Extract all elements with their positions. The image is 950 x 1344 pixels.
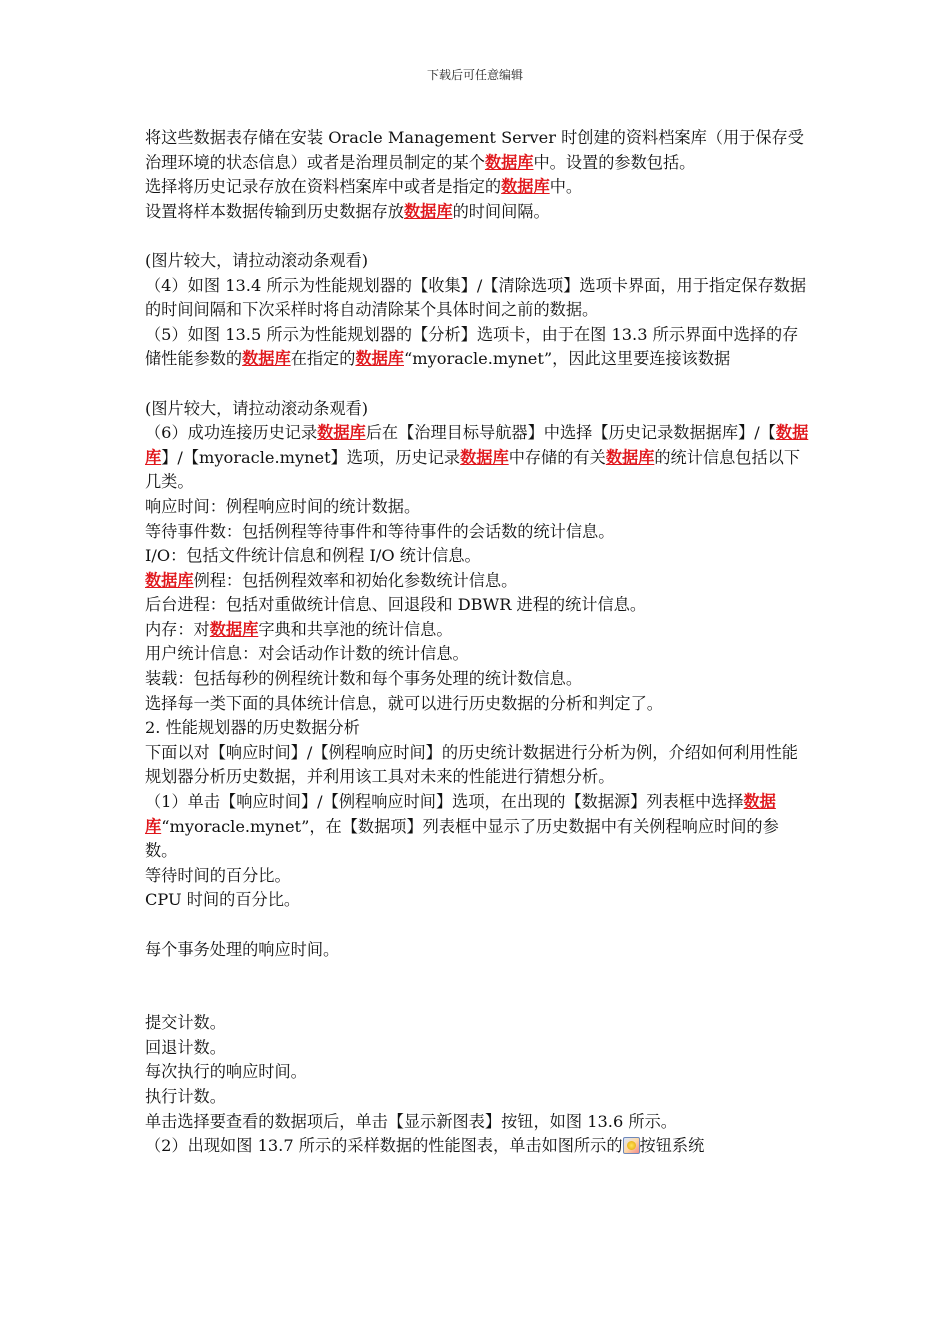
paragraph: CPU 时间的百分比。 bbox=[145, 890, 301, 910]
paragraph: 设置将样本数据传输到历史数据存放数据库的时间间隔。 bbox=[145, 201, 550, 221]
paragraph: 内存：对数据库字典和共享池的统计信息。 bbox=[145, 619, 453, 639]
paragraph: 用户统计信息：对会话动作计数的统计信息。 bbox=[145, 644, 469, 664]
paragraph: 每次执行的响应时间。 bbox=[145, 1062, 307, 1082]
section-heading: 2. 性能规划器的历史数据分析 bbox=[145, 718, 360, 738]
paragraph: 下面以对【响应时间】/【例程响应时间】的历史统计数据进行分析为例，介绍如何利用性能规划器分析历史数据，并利用该工具对未来的性能进行猜想分析。 bbox=[145, 742, 798, 787]
chart-toolbar-button-icon bbox=[623, 1137, 640, 1154]
paragraph: （5）如图 13.5 所示为性能规划器的【分析】选项卡，由于在图 13.3 所示界面中选择的存储性能参数的数据库在指定的数据库“myoracle.mynet”，因此这里要连接该数据 bbox=[145, 324, 799, 369]
paragraph: 等待事件数：包括例程等待事件和等待事件的会话数的统计信息。 bbox=[145, 521, 615, 541]
paragraph: 数据库例程：包括例程效率和初始化参数统计信息。 bbox=[145, 570, 518, 590]
paragraph: 选择每一类下面的具体统计信息，就可以进行历史数据的分析和判定了。 bbox=[145, 693, 663, 713]
paragraph: （2）出现如图 13.7 所示的采样数据的性能图表，单击如图所示的 按钮系统 bbox=[145, 1136, 705, 1156]
image-note: (图片较大，请拉动滚动条观看) bbox=[145, 250, 369, 270]
paragraph: 执行计数。 bbox=[145, 1086, 226, 1106]
paragraph: 提交计数。 bbox=[145, 1013, 226, 1033]
keyword-link[interactable]: 数据库 bbox=[404, 201, 453, 221]
paragraph: （1）单击【响应时间】/【例程响应时间】选项，在出现的【数据源】列表框中选择数据库“myoracle.mynet”，在【数据项】列表框中显示了历史数据中有关例程响应时间的参数。 bbox=[145, 792, 779, 861]
keyword-link[interactable]: 数据库 bbox=[460, 447, 509, 467]
keyword-link[interactable]: 数据库 bbox=[209, 619, 259, 639]
paragraph: 等待时间的百分比。 bbox=[145, 865, 291, 885]
keyword-link[interactable]: 数据库 bbox=[145, 792, 776, 836]
paragraph: （4）如图 13.4 所示为性能规划器的【收集】/【清除选项】选项卡界面，用于指定保存数据的时间间隔和下次采样时将自动清除某个具体时间之前的数据。 bbox=[145, 275, 807, 320]
paragraph: I/O：包括文件统计信息和例程 I/O 统计信息。 bbox=[145, 546, 481, 566]
keyword-link[interactable]: 数据库 bbox=[145, 423, 809, 467]
paragraph: （6）成功连接历史记录数据库后在【治理目标导航器】中选择【历史记录数据据库】/【数据库】/【myoracle.mynet】选项，历史记录数据库中存储的有关数据库的统计信息包括以下几类。 bbox=[145, 423, 809, 492]
page-header: 下载后可任意编辑 bbox=[426, 68, 523, 82]
keyword-link[interactable]: 数据库 bbox=[242, 349, 291, 369]
keyword-link[interactable]: 数据库 bbox=[484, 152, 534, 172]
keyword-link[interactable]: 数据库 bbox=[501, 177, 550, 197]
paragraph: 响应时间：例程响应时间的统计数据。 bbox=[145, 496, 421, 516]
image-note: (图片较大，请拉动滚动条观看) bbox=[145, 398, 369, 418]
paragraph: 回退计数。 bbox=[145, 1037, 226, 1057]
document-body bbox=[145, 126, 809, 1159]
keyword-link[interactable]: 数据库 bbox=[145, 570, 194, 590]
paragraph: 后台进程：包括对重做统计信息、回退段和 DBWR 进程的统计信息。 bbox=[145, 595, 647, 615]
paragraph: 将这些数据表存储在安装 Oracle Management Server 时创建的资料档案库（用于保存受治理环境的状态信息）或者是治理员制定的某个数据库中。设置的参数包括。 bbox=[145, 128, 804, 172]
keyword-link[interactable]: 数据库 bbox=[605, 447, 655, 467]
paragraph: 装载：包括每秒的例程统计数和每个事务处理的统计数信息。 bbox=[145, 669, 583, 689]
paragraph: 单击选择要查看的数据项后，单击【显示新图表】按钮，如图 13.6 所示。 bbox=[145, 1111, 677, 1131]
keyword-link[interactable]: 数据库 bbox=[355, 349, 404, 369]
paragraph: 选择将历史记录存放在资料档案库中或者是指定的数据库中。 bbox=[145, 177, 583, 197]
keyword-link[interactable]: 数据库 bbox=[317, 423, 366, 443]
paragraph: 每个事务处理的响应时间。 bbox=[145, 939, 340, 959]
